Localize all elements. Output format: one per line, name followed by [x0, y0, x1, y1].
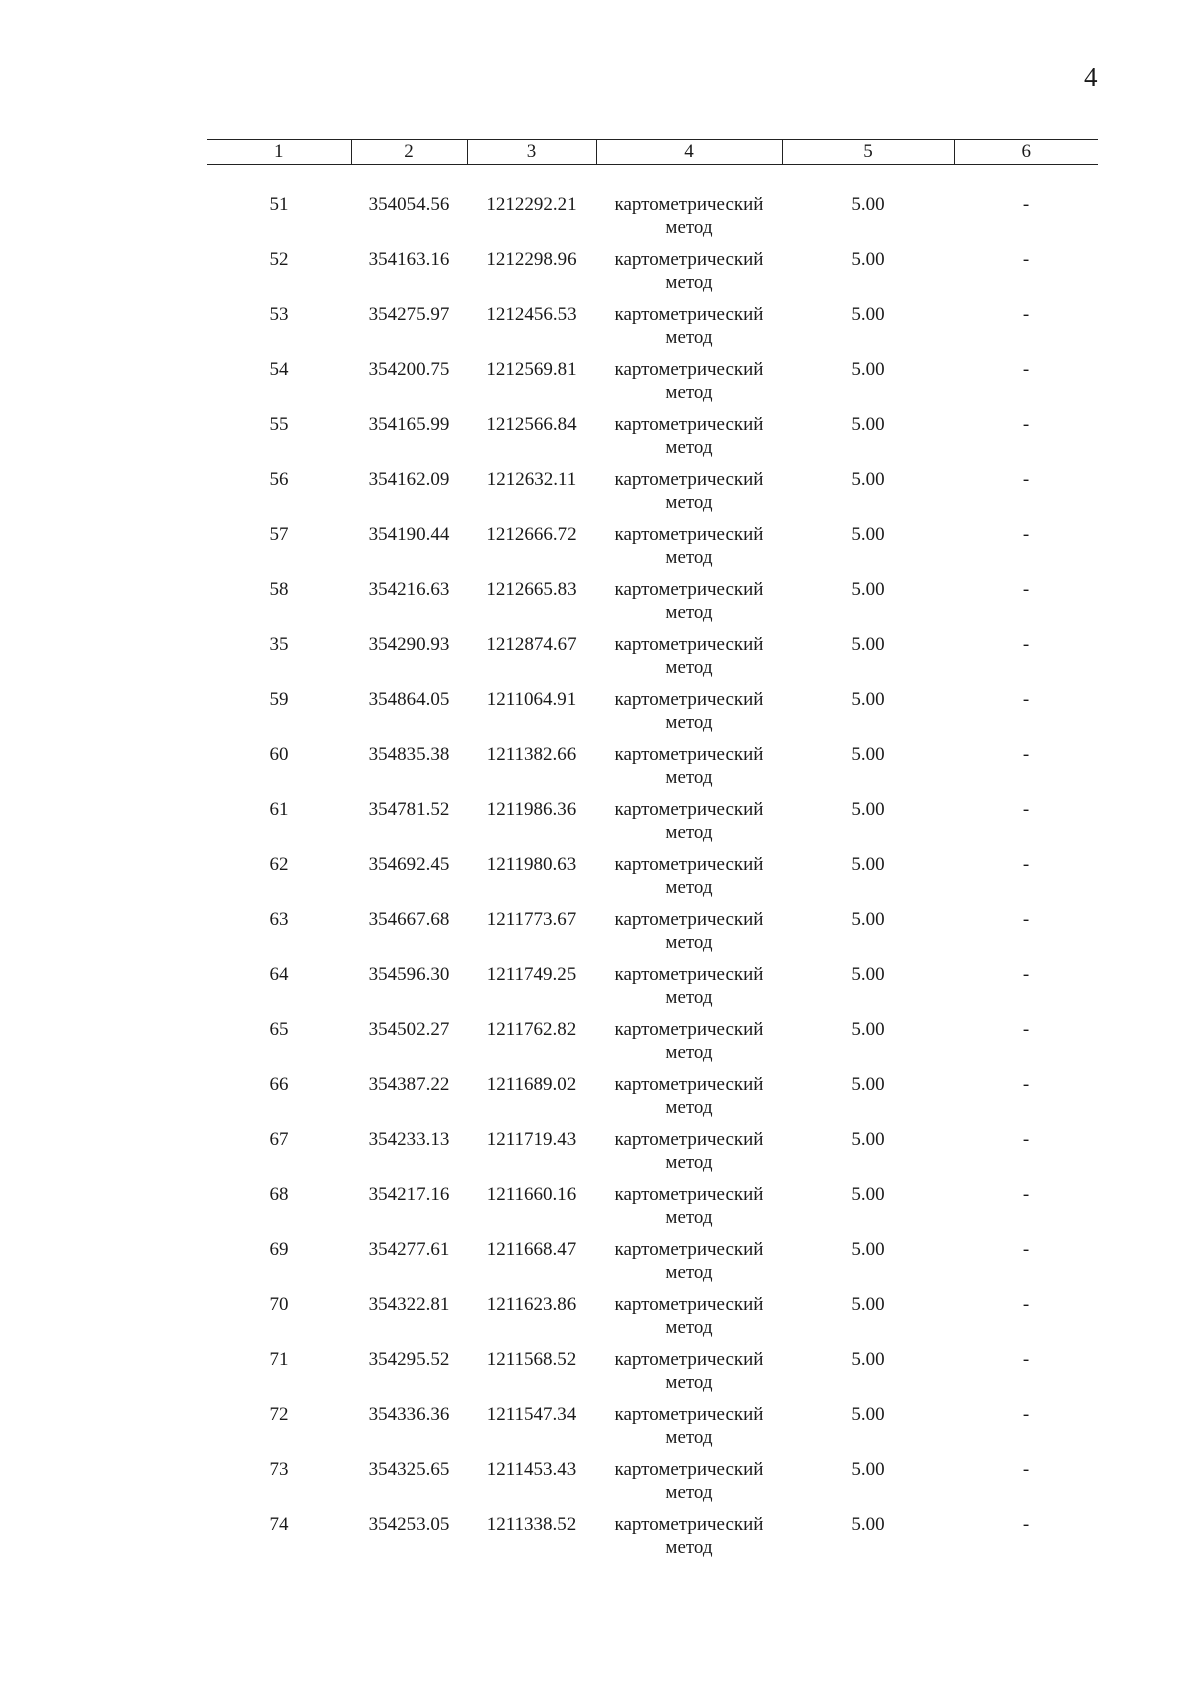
point-number-cell: 69 [269, 1239, 289, 1260]
accuracy-cell: 5.00 [851, 1404, 885, 1425]
method-cell: картометрический метод [614, 689, 764, 733]
y-coordinate-cell: 1211980.63 [486, 854, 577, 875]
note-cell: - [1022, 1184, 1030, 1205]
accuracy-cell: 5.00 [851, 634, 885, 655]
table-row [207, 1073, 1098, 1128]
accuracy-cell: 5.00 [851, 1349, 885, 1370]
y-coordinate-cell: 1211547.34 [486, 1404, 577, 1425]
method-cell: картометрический метод [614, 744, 764, 788]
header-cell-6: 6 [954, 140, 1098, 165]
point-number-cell: 65 [269, 1019, 289, 1040]
table-row [207, 743, 1098, 798]
point-number-cell: 70 [269, 1294, 289, 1315]
table-row [207, 1018, 1098, 1073]
accuracy-cell: 5.00 [851, 359, 885, 380]
note-cell: - [1022, 1294, 1030, 1315]
y-coordinate-cell: 1211660.16 [486, 1184, 577, 1205]
x-coordinate-cell: 354233.13 [368, 1129, 450, 1150]
x-coordinate-cell: 354325.65 [368, 1459, 450, 1480]
x-coordinate-cell: 354781.52 [368, 799, 450, 820]
note-cell: - [1022, 524, 1030, 545]
table-row [207, 248, 1098, 303]
point-number-cell: 52 [269, 249, 289, 270]
method-cell: картометрический метод [614, 799, 764, 843]
y-coordinate-cell: 1211568.52 [486, 1349, 577, 1370]
table-row [207, 963, 1098, 1018]
accuracy-cell: 5.00 [851, 194, 885, 215]
table-row [207, 688, 1098, 743]
method-cell: картометрический метод [614, 1349, 764, 1393]
note-cell: - [1022, 799, 1030, 820]
x-coordinate-cell: 354277.61 [368, 1239, 450, 1260]
header-row [207, 140, 1098, 165]
table-row [207, 523, 1098, 578]
y-coordinate-cell: 1212665.83 [486, 579, 577, 600]
note-cell: - [1022, 1349, 1030, 1370]
method-cell: картометрический метод [614, 304, 764, 348]
point-number-cell: 73 [269, 1459, 289, 1480]
accuracy-cell: 5.00 [851, 414, 885, 435]
accuracy-cell: 5.00 [851, 909, 885, 930]
y-coordinate-cell: 1211689.02 [486, 1074, 577, 1095]
point-number-cell: 54 [269, 359, 289, 380]
y-coordinate-cell: 1211453.43 [486, 1459, 577, 1480]
point-number-cell: 74 [269, 1514, 289, 1535]
point-number-cell: 63 [269, 909, 289, 930]
table-row [207, 413, 1098, 468]
accuracy-cell: 5.00 [851, 1514, 885, 1535]
point-number-cell: 72 [269, 1404, 289, 1425]
point-number-cell: 51 [269, 194, 289, 215]
method-cell: картометрический метод [614, 1294, 764, 1338]
header-cell-4: 4 [596, 140, 782, 165]
x-coordinate-cell: 354290.93 [368, 634, 450, 655]
method-cell: картометрический метод [614, 249, 764, 293]
accuracy-cell: 5.00 [851, 579, 885, 600]
y-coordinate-cell: 1211719.43 [486, 1129, 577, 1150]
point-number-cell: 56 [269, 469, 289, 490]
y-coordinate-cell: 1211338.52 [486, 1514, 577, 1535]
note-cell: - [1022, 469, 1030, 490]
table-row [207, 1238, 1098, 1293]
x-coordinate-cell: 354502.27 [368, 1019, 450, 1040]
table-row [207, 578, 1098, 633]
method-cell: картометрический метод [614, 909, 764, 953]
accuracy-cell: 5.00 [851, 249, 885, 270]
accuracy-cell: 5.00 [851, 1294, 885, 1315]
note-cell: - [1022, 1459, 1030, 1480]
y-coordinate-cell: 1212292.21 [486, 194, 577, 215]
accuracy-cell: 5.00 [851, 1129, 885, 1150]
method-cell: картометрический метод [614, 1019, 764, 1063]
y-coordinate-cell: 1211749.25 [486, 964, 577, 985]
method-cell: картометрический метод [614, 579, 764, 623]
note-cell: - [1022, 249, 1030, 270]
method-cell: картометрический метод [614, 469, 764, 513]
x-coordinate-cell: 354322.81 [368, 1294, 450, 1315]
note-cell: - [1022, 634, 1030, 655]
y-coordinate-cell: 1211382.66 [486, 744, 577, 765]
x-coordinate-cell: 354835.38 [368, 744, 450, 765]
point-number-cell: 68 [269, 1184, 289, 1205]
page-number: 4 [1084, 62, 1098, 92]
table-spacer [207, 165, 1098, 194]
point-number-cell: 35 [269, 634, 289, 655]
y-coordinate-cell: 1212632.11 [486, 469, 577, 490]
table-row [207, 1293, 1098, 1348]
x-coordinate-cell: 354275.97 [368, 304, 450, 325]
point-number-cell: 53 [269, 304, 289, 325]
note-cell: - [1022, 579, 1030, 600]
accuracy-cell: 5.00 [851, 1459, 885, 1480]
table-row [207, 468, 1098, 523]
table-row [207, 633, 1098, 688]
header-cell-1: 1 [207, 140, 351, 165]
table-row [207, 358, 1098, 413]
note-cell: - [1022, 304, 1030, 325]
point-number-cell: 66 [269, 1074, 289, 1095]
method-cell: картометрический метод [614, 1184, 764, 1228]
y-coordinate-cell: 1211668.47 [486, 1239, 577, 1260]
x-coordinate-cell: 354387.22 [368, 1074, 450, 1095]
table-body [207, 165, 1098, 1569]
header-cell-3: 3 [467, 140, 596, 165]
note-cell: - [1022, 1514, 1030, 1535]
table-row [207, 908, 1098, 963]
table-row [207, 1348, 1098, 1403]
table-row [207, 1128, 1098, 1183]
accuracy-cell: 5.00 [851, 1239, 885, 1260]
method-cell: картометрический метод [614, 854, 764, 898]
x-coordinate-cell: 354692.45 [368, 854, 450, 875]
accuracy-cell: 5.00 [851, 744, 885, 765]
method-cell: картометрический метод [614, 1074, 764, 1118]
table-row [207, 1513, 1098, 1568]
y-coordinate-cell: 1212566.84 [486, 414, 577, 435]
table-row [207, 853, 1098, 908]
x-coordinate-cell: 354217.16 [368, 1184, 450, 1205]
x-coordinate-cell: 354200.75 [368, 359, 450, 380]
note-cell: - [1022, 359, 1030, 380]
note-cell: - [1022, 909, 1030, 930]
point-number-cell: 67 [269, 1129, 289, 1150]
x-coordinate-cell: 354216.63 [368, 579, 450, 600]
y-coordinate-cell: 1211986.36 [486, 799, 577, 820]
x-coordinate-cell: 354162.09 [368, 469, 450, 490]
method-cell: картометрический метод [614, 194, 764, 238]
coordinates-table [207, 139, 1098, 1568]
method-cell: картометрический метод [614, 1239, 764, 1283]
accuracy-cell: 5.00 [851, 524, 885, 545]
y-coordinate-cell: 1211762.82 [486, 1019, 577, 1040]
table-row [207, 1458, 1098, 1513]
table-row [207, 798, 1098, 853]
accuracy-cell: 5.00 [851, 304, 885, 325]
note-cell: - [1022, 964, 1030, 985]
header-cell-5: 5 [782, 140, 954, 165]
accuracy-cell: 5.00 [851, 964, 885, 985]
point-number-cell: 71 [269, 1349, 289, 1370]
y-coordinate-cell: 1212456.53 [486, 304, 577, 325]
method-cell: картометрический метод [614, 524, 764, 568]
x-coordinate-cell: 354295.52 [368, 1349, 450, 1370]
note-cell: - [1022, 689, 1030, 710]
point-number-cell: 57 [269, 524, 289, 545]
point-number-cell: 55 [269, 414, 289, 435]
accuracy-cell: 5.00 [851, 689, 885, 710]
note-cell: - [1022, 194, 1030, 215]
method-cell: картометрический метод [614, 1404, 764, 1448]
y-coordinate-cell: 1211623.86 [486, 1294, 577, 1315]
accuracy-cell: 5.00 [851, 1019, 885, 1040]
y-coordinate-cell: 1211773.67 [486, 909, 577, 930]
note-cell: - [1022, 1074, 1030, 1095]
table-row [207, 1403, 1098, 1458]
method-cell: картометрический метод [614, 634, 764, 678]
y-coordinate-cell: 1212569.81 [486, 359, 577, 380]
point-number-cell: 58 [269, 579, 289, 600]
method-cell: картометрический метод [614, 414, 764, 458]
note-cell: - [1022, 1239, 1030, 1260]
y-coordinate-cell: 1212874.67 [486, 634, 577, 655]
table-header [207, 140, 1098, 165]
method-cell: картометрический метод [614, 964, 764, 1008]
accuracy-cell: 5.00 [851, 1074, 885, 1095]
note-cell: - [1022, 1019, 1030, 1040]
x-coordinate-cell: 354253.05 [368, 1514, 450, 1535]
x-coordinate-cell: 354163.16 [368, 249, 450, 270]
point-number-cell: 60 [269, 744, 289, 765]
note-cell: - [1022, 1129, 1030, 1150]
y-coordinate-cell: 1211064.91 [486, 689, 577, 710]
accuracy-cell: 5.00 [851, 799, 885, 820]
table-row [207, 1183, 1098, 1238]
x-coordinate-cell: 354864.05 [368, 689, 450, 710]
header-cell-2: 2 [351, 140, 467, 165]
accuracy-cell: 5.00 [851, 469, 885, 490]
note-cell: - [1022, 744, 1030, 765]
method-cell: картометрический метод [614, 1514, 764, 1558]
point-number-cell: 62 [269, 854, 289, 875]
method-cell: картометрический метод [614, 1129, 764, 1173]
method-cell: картометрический метод [614, 359, 764, 403]
x-coordinate-cell: 354336.36 [368, 1404, 450, 1425]
x-coordinate-cell: 354667.68 [368, 909, 450, 930]
accuracy-cell: 5.00 [851, 854, 885, 875]
table-row [207, 303, 1098, 358]
method-cell: картометрический метод [614, 1459, 764, 1503]
note-cell: - [1022, 414, 1030, 435]
accuracy-cell: 5.00 [851, 1184, 885, 1205]
note-cell: - [1022, 854, 1030, 875]
point-number-cell: 64 [269, 964, 289, 985]
x-coordinate-cell: 354190.44 [368, 524, 450, 545]
y-coordinate-cell: 1212298.96 [486, 249, 577, 270]
note-cell: - [1022, 1404, 1030, 1425]
point-number-cell: 61 [269, 799, 289, 820]
x-coordinate-cell: 354596.30 [368, 964, 450, 985]
point-number-cell: 59 [269, 689, 289, 710]
x-coordinate-cell: 354054.56 [368, 194, 450, 215]
x-coordinate-cell: 354165.99 [368, 414, 450, 435]
y-coordinate-cell: 1212666.72 [486, 524, 577, 545]
table-row [207, 193, 1098, 248]
